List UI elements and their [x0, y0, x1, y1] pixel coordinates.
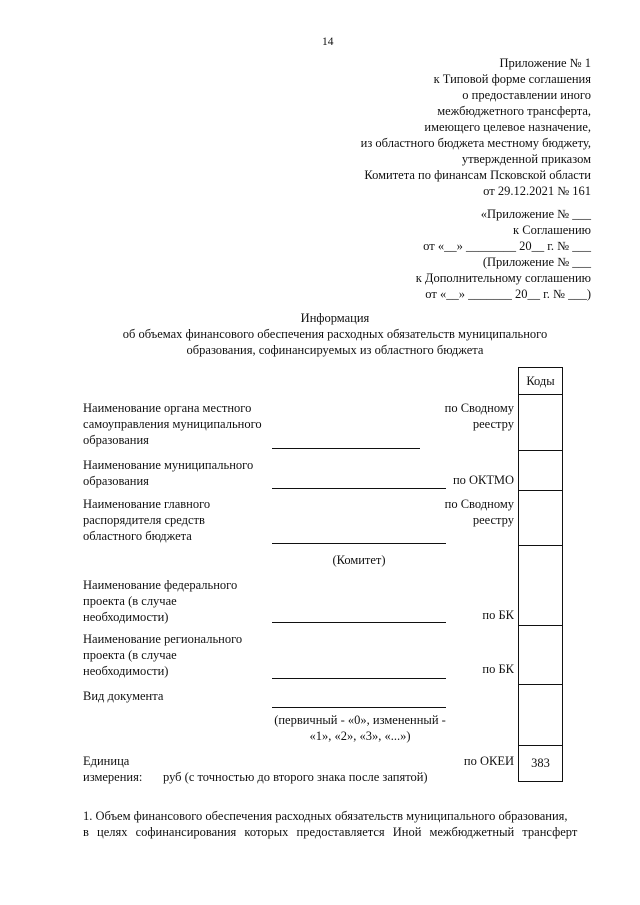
unit-label-line1: Единица — [83, 754, 130, 768]
codes-divider — [518, 545, 563, 546]
page-number: 14 — [322, 36, 334, 48]
okei-code-label: по ОКЕИ — [463, 754, 514, 768]
document-title: Информация — [300, 311, 370, 325]
appendix-line: Приложение № 1 — [499, 56, 591, 70]
appendix-line: из областного бюджета местному бюджету, — [360, 136, 591, 150]
appendix-header — [361, 55, 591, 199]
main-manager-note: (Комитет) — [332, 553, 386, 567]
appendix-line: Комитета по финансам Псковской области — [364, 168, 591, 182]
codes-right-border — [562, 367, 563, 781]
agreement-ref-line: к Дополнительному соглашению — [415, 271, 591, 285]
regional-project-label: Наименование регионального проекта (в случае необходимости) — [83, 632, 243, 678]
codes-left-border — [518, 367, 519, 781]
doc-type-label: Вид документа — [83, 689, 164, 703]
federal-project-fill-line[interactable] — [272, 622, 446, 623]
main-manager-code-label: по Сводному реестру — [444, 497, 514, 527]
codes-divider — [518, 684, 563, 685]
codes-divider — [518, 450, 563, 451]
appendix-line: о предоставлении иного — [462, 88, 591, 102]
municipality-fill-line[interactable] — [272, 488, 446, 489]
document-subtitle-line2: образования, софинансируемых из областного бюджета — [186, 343, 484, 357]
agreement-reference — [416, 206, 591, 302]
appendix-line: от 29.12.2021 № 161 — [483, 184, 591, 198]
agreement-ref-line: от «__» _______ 20__ г. № ___) — [425, 287, 591, 301]
unit-label-line2: измерения: — [83, 770, 143, 784]
unit-value: руб (с точностью до второго знака после запятой) — [163, 770, 428, 784]
okei-code-value: 383 — [531, 756, 550, 770]
municipality-code-label: по ОКТМО — [452, 473, 514, 487]
doc-type-fill-line[interactable] — [272, 707, 446, 708]
agreement-ref-line: к Соглашению — [513, 223, 591, 237]
org-name-label: Наименование органа местного самоуправления муниципального образования — [83, 401, 262, 447]
codes-header: Коды — [526, 374, 555, 388]
document-subtitle-line1: об объемах финансового обеспечения расходных обязательств муниципального — [122, 327, 548, 341]
appendix-line: к Типовой форме соглашения — [433, 72, 591, 86]
section1-line2: в целях софинансирования которых предоставляется Иной межбюджетный трансферт — [83, 825, 578, 839]
doc-type-note: (первичный - «0», измененный - «1», «2», «3», «...») — [274, 713, 446, 743]
org-name-fill-line[interactable] — [272, 448, 420, 449]
agreement-ref-line: (Приложение № ___ — [482, 255, 591, 269]
codes-bottom-border — [518, 781, 563, 782]
main-manager-label: Наименование главного распорядителя средств областного бюджета — [83, 497, 211, 543]
org-name-code-label: по Сводному реестру — [444, 401, 514, 431]
codes-divider — [518, 745, 563, 746]
regional-project-fill-line[interactable] — [272, 678, 446, 679]
appendix-line: имеющего целевое назначение, — [424, 120, 591, 134]
codes-divider — [518, 625, 563, 626]
codes-divider — [518, 490, 563, 491]
regional-project-code-label: по БК — [482, 662, 514, 676]
federal-project-code-label: по БК — [482, 608, 514, 622]
municipality-label: Наименование муниципального образования — [83, 458, 254, 488]
codes-divider — [518, 394, 563, 395]
appendix-line: межбюджетного трансферта, — [437, 104, 591, 118]
main-manager-fill-line[interactable] — [272, 543, 446, 544]
agreement-ref-line: «Приложение № ___ — [480, 207, 591, 221]
federal-project-label: Наименование федерального проекта (в случае необходимости) — [83, 578, 238, 624]
codes-top-border — [518, 367, 563, 368]
appendix-line: утвержденной приказом — [461, 152, 591, 166]
section1-line1: 1. Объем финансового обеспечения расходных обязательств муниципального образования, — [83, 809, 568, 823]
agreement-ref-line: от «__» ________ 20__ г. № ___ — [423, 239, 591, 253]
